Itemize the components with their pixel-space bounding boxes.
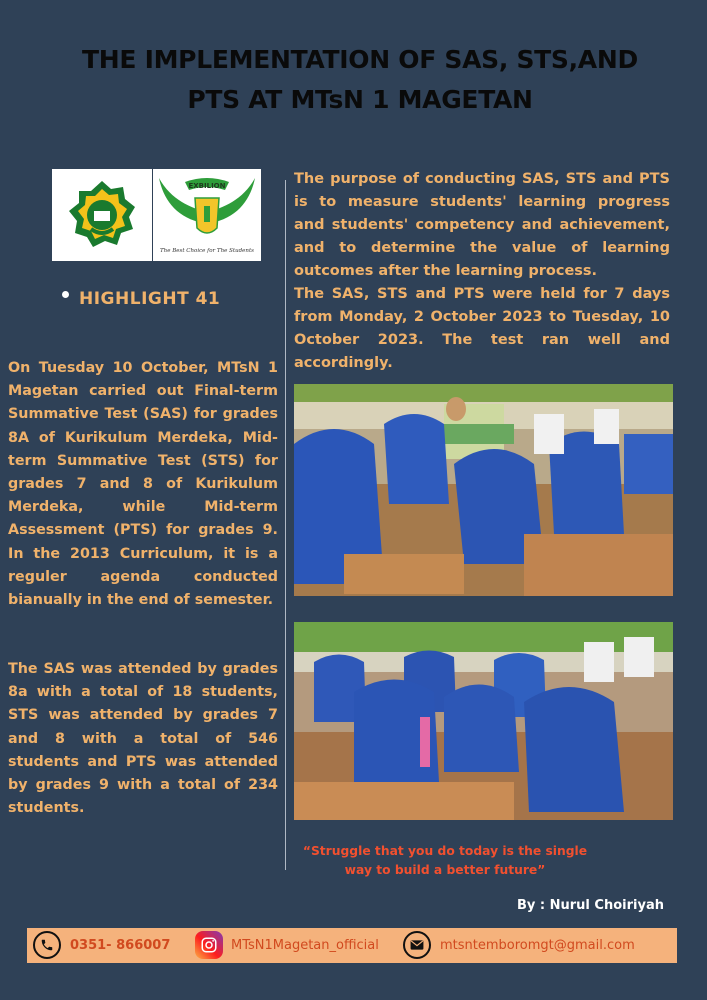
right-paragraph-1: The purpose of conducting SAS, STS and PTS is to measure students' learning progress and students' competency and achievement, and to determine the value of learning outcomes after the learning process. <box>294 171 670 279</box>
title-line-1: THE IMPLEMENTATION OF SAS, STS,AND <box>82 45 638 74</box>
title-line-2: PTS AT MTsN 1 MAGETAN <box>187 85 533 114</box>
quote <box>300 842 590 880</box>
author-credit: By : Nurul Choiriyah <box>517 898 664 913</box>
right-paragraph-2: The SAS, STS and PTS were held for 7 days from Monday, 2 October 2023 to Tuesday, 10 October 2023. The test ran well and accordingly. <box>294 286 670 371</box>
phone-number: 0351- 866007 <box>70 937 171 953</box>
highlight-heading <box>62 289 220 309</box>
left-paragraph-1: On Tuesday 10 October, MTsN 1 Magetan carried out Final-term Summative Test (SAS) for grades 8A of Kurikulum Merdeka, Mid-term Summative Test (STS) for grades 7 and 8 of Kurikulum Merdeka, while Mid-term Assessment (PTS) for grades 9. In the 2013 Curriculum, it is a reguler agenda conducted bianually in the end of semester. <box>8 360 278 609</box>
column-divider <box>285 180 286 870</box>
highlight-text: HIGHLIGHT 41 <box>79 289 221 309</box>
quote-line-2: way to build a better future” <box>344 863 546 877</box>
classroom-exam-photo-1 <box>294 384 673 596</box>
phone-icon <box>33 931 61 959</box>
footer-phone <box>33 931 170 959</box>
exbilion-banner: EXBILION <box>188 182 226 190</box>
kemenag-logo <box>52 169 152 261</box>
email-address: mtsntemboromgt@gmail.com <box>440 937 635 953</box>
quote-line-1: “Struggle that you do today is the single <box>302 844 588 858</box>
exbilion-logo <box>153 169 261 261</box>
page-title <box>40 40 680 120</box>
contact-footer <box>27 928 677 963</box>
mail-icon <box>403 931 431 959</box>
left-paragraph-2: The SAS was attended by grades 8a with a total of 18 students, STS was attended by grades 7 and 8 with a total of 546 students and PTS was attended by grades 9 with a total of 234 students. <box>8 661 278 817</box>
footer-email <box>403 931 635 959</box>
footer-instagram <box>195 931 379 959</box>
instagram-handle: MTsN1Magetan_official <box>231 937 379 953</box>
exbilion-tagline: The Best Choice for The Students <box>159 248 255 254</box>
instagram-icon <box>195 931 223 959</box>
bullet-icon <box>62 291 69 298</box>
exbilion-wings-emblem-icon <box>155 172 259 258</box>
classroom-exam-photo-2 <box>294 622 673 820</box>
kemenag-emblem-icon <box>67 179 137 251</box>
